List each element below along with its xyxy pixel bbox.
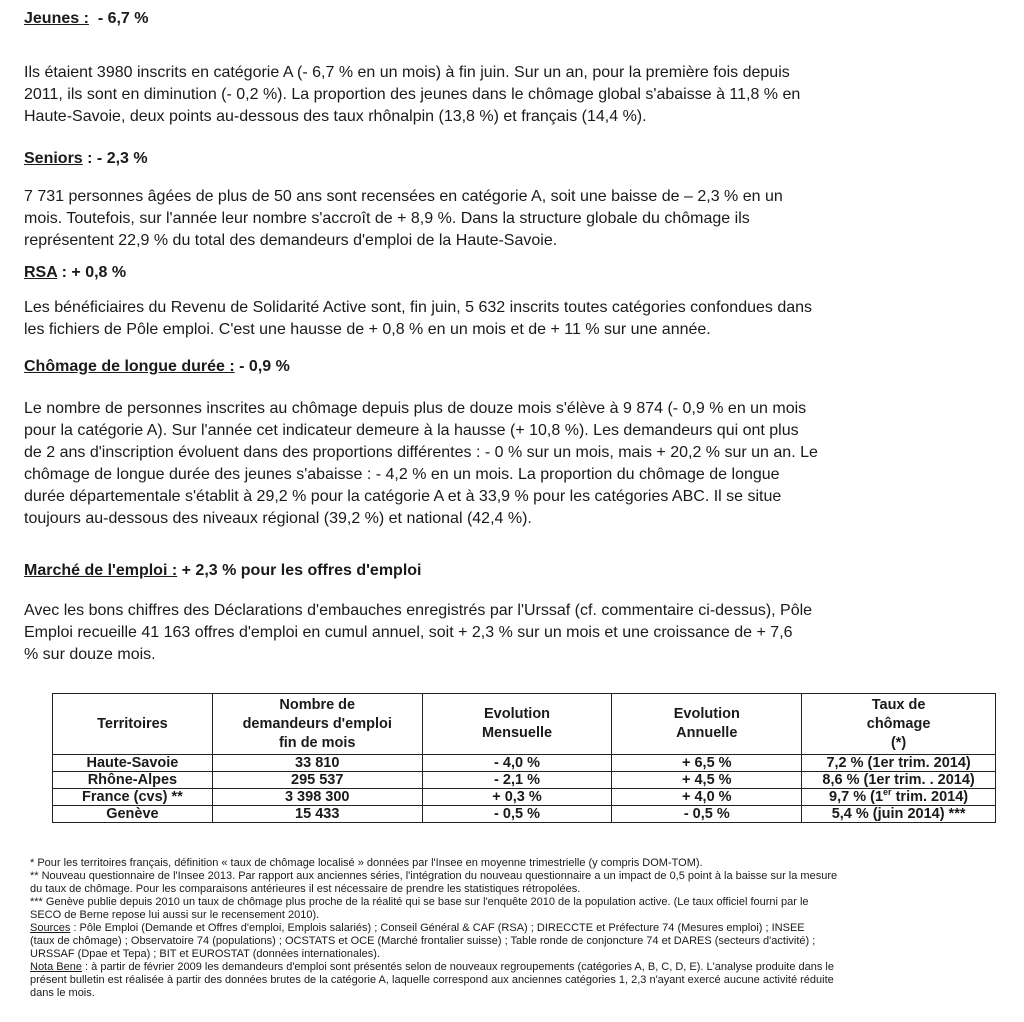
footnote-3a: *** Genève publie depuis 2010 un taux de chômage plus proche de la réalité qui se base sur l'enquête 2010 de la population active. (Le taux officiel fourni par le [30, 896, 809, 908]
cell-annuelle: + 4,5 % [612, 772, 802, 789]
paragraph-line: représentent 22,9 % du total des demandeurs d'emploi de la Haute-Savoie. [24, 232, 558, 249]
paragraph-line: pour la catégorie A). Sur l'année cet indicateur demeure à la hausse (+ 10,8 %). Les demandeurs qui ont plus [24, 422, 799, 439]
cell-nombre: 15 433 [212, 806, 422, 823]
cell-taux: 9,7 % (1er trim. 2014) [802, 789, 996, 806]
cell-taux: 7,2 % (1er trim. 2014) [802, 755, 996, 772]
header-annuelle: Evolution Annuelle [612, 694, 802, 755]
heading-seniors-value: : - 2,3 % [87, 150, 148, 167]
table-row [53, 806, 996, 823]
paragraph-seniors [24, 186, 1000, 252]
paragraph-marche [24, 600, 1000, 666]
sources-label: Sources [30, 922, 71, 934]
table-header-row [53, 694, 996, 755]
paragraph-line: % sur douze mois. [24, 646, 156, 663]
paragraph-rsa [24, 297, 1000, 341]
paragraph-line: toujours au-dessous des niveaux régional (39,2 %) et national (42,4 %). [24, 510, 532, 527]
cell-nombre: 3 398 300 [212, 789, 422, 806]
cell-mensuelle: + 0,3 % [422, 789, 612, 806]
footnote-1: * Pour les territoires français, définition « taux de chômage localisé » données par l'Insee en moyenne trimestrielle (y compris DOM-TOM). [30, 857, 703, 869]
footnote-3b: SECO de Berne repose lui aussi sur le recensement 2010). [30, 909, 320, 921]
heading-rsa [24, 264, 126, 282]
heading-jeunes [24, 10, 149, 28]
paragraph-line: durée départementale s'établit à 29,2 % pour la catégorie A et à 33,9 % pour les catégories ABC. Il se situe [24, 488, 782, 505]
footnotes [30, 857, 1005, 1000]
nota-bene-line-1: Nota Bene : à partir de février 2009 les demandeurs d'emploi sont présentés selon de nouveaux regroupements (catégories A, B, C, D, E). L'analyse produite dans le [30, 961, 834, 973]
sources-line-2: (taux de chômage) ; Observatoire 74 (populations) ; OCSTATS et OCE (Marché frontalier suisse) ; Table ronde de conjoncture 74 et DARES (secteurs d'activité) ; [30, 935, 816, 947]
header-nombre: Nombre de demandeurs d'emploi fin de mois [212, 694, 422, 755]
table-row [53, 755, 996, 772]
heading-seniors [24, 150, 148, 168]
cell-annuelle: - 0,5 % [612, 806, 802, 823]
paragraph-jeunes [24, 62, 1000, 128]
heading-rsa-value: : + 0,8 % [61, 264, 127, 281]
header-taux: Taux de chômage (*) [802, 694, 996, 755]
paragraph-line: 2011, ils sont en diminution (- 0,2 %). La proportion des jeunes dans le chômage global s'abaisse à 11,8 % en [24, 86, 801, 103]
unemployment-table [52, 693, 996, 823]
heading-marche-title: Marché de l'emploi : [24, 562, 178, 579]
heading-jeunes-value: - 6,7 % [97, 10, 149, 27]
cell-taux: 5,4 % (juin 2014) *** [802, 806, 996, 823]
table-row [53, 772, 996, 789]
paragraph-line: Haute-Savoie, deux points au-dessous des taux rhônalpin (13,8 %) et français (14,4 %). [24, 108, 647, 125]
sources-line-1: Sources : Pôle Emploi (Demande et Offres d'emploi, Emplois salariés) ; Conseil Général & CAF (RSA) ; DIRECCTE et Préfecture 74 (Mesures emploi) ; INSEE [30, 922, 805, 934]
paragraph-line: Le nombre de personnes inscrites au chômage depuis plus de douze mois s'élève à 9 874 (- 0,9 % en un mois [24, 400, 807, 417]
header-territoires: Territoires [53, 694, 213, 755]
heading-marche-value: + 2,3 % pour les offres d'emploi [181, 562, 422, 579]
cell-annuelle: + 6,5 % [612, 755, 802, 772]
paragraph-line: de 2 ans d'inscription évoluent dans des proportions différentes : - 0 % sur un mois, mais + 20,2 % sur un an. Le [24, 444, 818, 461]
header-mensuelle: Evolution Mensuelle [422, 694, 612, 755]
nota-bene-line-2: présent bulletin est réalisée à partir des données brutes de la catégorie A, laquelle correspond aux anciennes catégories 1, 2,3 n'ayant exercé aucune activité réduite [30, 974, 834, 986]
cell-annuelle: + 4,0 % [612, 789, 802, 806]
cell-nombre: 33 810 [212, 755, 422, 772]
table-row [53, 789, 996, 806]
paragraph-line: Emploi recueille 41 163 offres d'emploi en cumul annuel, soit + 2,3 % sur un mois et une croissance de + 7,6 [24, 624, 793, 641]
cell-territoire: Rhône-Alpes [53, 772, 213, 789]
heading-longue-duree-title: Chômage de longue durée : [24, 358, 235, 375]
cell-taux: 8,6 % (1er trim. . 2014) [802, 772, 996, 789]
cell-territoire: France (cvs) ** [53, 789, 213, 806]
heading-jeunes-title: Jeunes : [24, 10, 89, 27]
cell-territoire: Haute-Savoie [53, 755, 213, 772]
heading-seniors-title: Seniors [24, 150, 83, 167]
heading-marche [24, 562, 422, 580]
sources-line-3: URSSAF (Dpae et Tepa) ; BIT et EUROSTAT (données internationales). [30, 948, 380, 960]
cell-mensuelle: - 0,5 % [422, 806, 612, 823]
paragraph-line: Les bénéficiaires du Revenu de Solidarité Active sont, fin juin, 5 632 inscrits toutes catégories confondues dans [24, 299, 813, 316]
paragraph-line: Ils étaient 3980 inscrits en catégorie A (- 6,7 % en un mois) à fin juin. Sur un an, pour la première fois depuis [24, 64, 790, 81]
footnote-2b: du taux de chômage. Pour les comparaisons antérieures il est nécessaire de prendre les statistiques rétropolées. [30, 883, 581, 895]
nota-bene-line-3: dans le mois. [30, 987, 95, 999]
paragraph-longue-duree [24, 398, 1000, 530]
footnote-2a: ** Nouveau questionnaire de l'Insee 2013. Par rapport aux anciennes séries, l'intégration du nouveau questionnaire a un impact de 0,5 point à la baisse sur la mesure [30, 870, 838, 882]
paragraph-line: 7 731 personnes âgées de plus de 50 ans sont recensées en catégorie A, soit une baisse de – 2,3 % en un [24, 188, 783, 205]
cell-mensuelle: - 4,0 % [422, 755, 612, 772]
heading-longue-duree-value: - 0,9 % [239, 358, 290, 375]
paragraph-line: les fichiers de Pôle emploi. C'est une hausse de + 0,8 % en un mois et de + 11 % sur une année. [24, 321, 711, 338]
heading-longue-duree [24, 358, 290, 376]
paragraph-line: chômage de longue durée des jeunes s'abaisse : - 4,2 % en un mois. La proportion du chômage de longue [24, 466, 780, 483]
paragraph-line: mois. Toutefois, sur l'année leur nombre s'accroît de + 8,9 %. Dans la structure globale du chômage ils [24, 210, 750, 227]
cell-territoire: Genève [53, 806, 213, 823]
heading-rsa-title: RSA [24, 264, 58, 281]
cell-nombre: 295 537 [212, 772, 422, 789]
paragraph-line: Avec les bons chiffres des Déclarations d'embauches enregistrés par l'Urssaf (cf. commentaire ci-dessus), Pôle [24, 602, 813, 619]
cell-mensuelle: - 2,1 % [422, 772, 612, 789]
nota-bene-label: Nota Bene [30, 961, 82, 973]
